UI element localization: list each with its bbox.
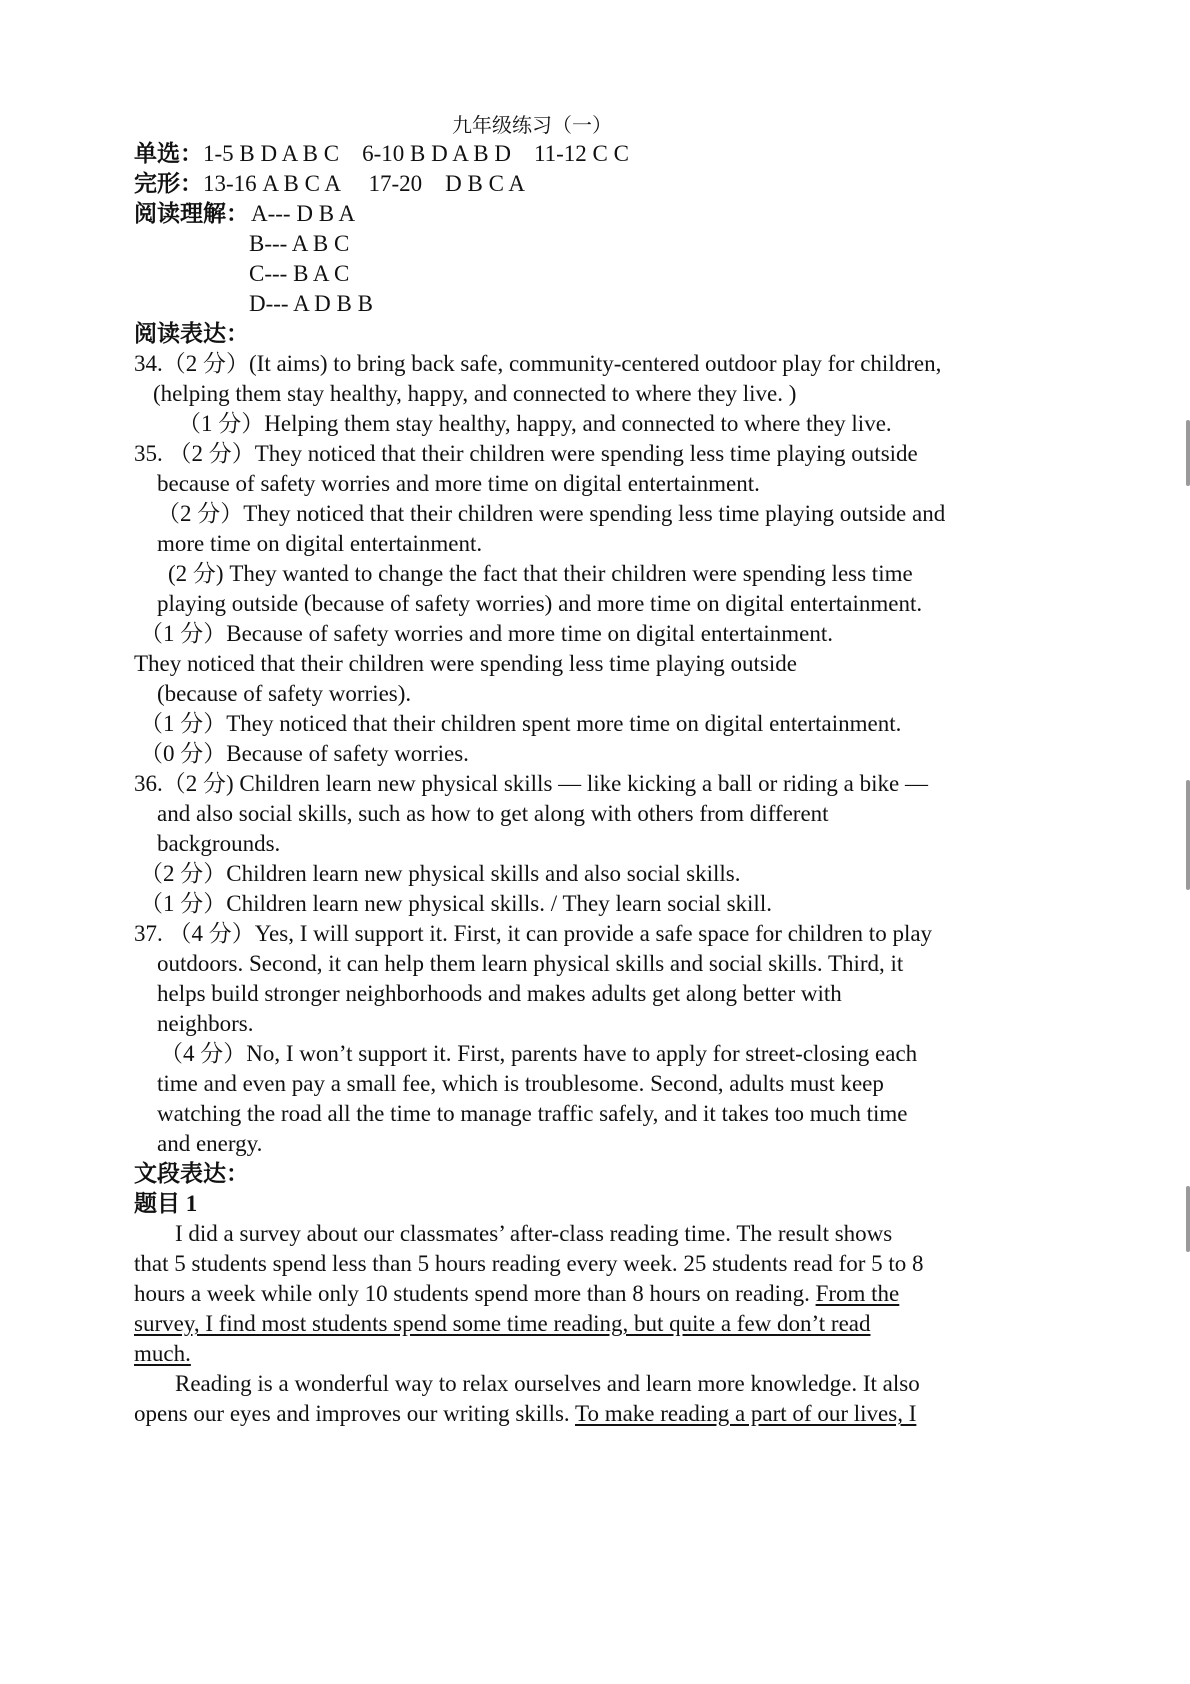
reading-answers-b: B--- A B C bbox=[249, 231, 350, 256]
page-title: 九年级练习（一） bbox=[452, 115, 612, 137]
reading-label: 阅读理解： bbox=[134, 201, 249, 226]
scroll-edge-mark bbox=[1186, 780, 1190, 890]
answer-line: 37. （4 分）Yes, I will support it. First, it can provide a safe space for children to play bbox=[134, 921, 933, 946]
answer-line: （2 分）They noticed that their children were spending less time playing outside and bbox=[157, 501, 946, 526]
essay-line bbox=[134, 1308, 870, 1340]
answer-line: （4 分）No, I won’t support it. First, parents have to apply for street-closing each bbox=[160, 1041, 918, 1066]
answer-line: 35. （2 分）They noticed that their children were spending less time playing outside bbox=[134, 441, 918, 466]
answer-line: (because of safety worries). bbox=[157, 681, 412, 706]
essay-text: opens our eyes and improves our writing skills. bbox=[134, 1401, 575, 1426]
answer-line: （1 分）Helping them stay healthy, happy, and connected to where they live. bbox=[178, 411, 892, 436]
reading-answers-d: D--- A D B B bbox=[249, 291, 373, 316]
answer-line: (helping them stay healthy, happy, and connected to where they live. ) bbox=[153, 381, 797, 406]
answer-line: 36.（2 分) Children learn new physical skills — like kicking a ball or riding a bike — bbox=[134, 771, 928, 796]
answer-line: (2 分) They wanted to change the fact that their children were spending less time bbox=[168, 561, 913, 586]
answer-line: （1 分）They noticed that their children spent more time on digital entertainment. bbox=[140, 711, 902, 736]
essay-underlined-text: much. bbox=[134, 1341, 191, 1366]
essay-underlined-text: From the bbox=[815, 1281, 900, 1306]
answer-line: helps build stronger neighborhoods and makes adults get along better with bbox=[157, 981, 842, 1006]
answer-line: watching the road all the time to manage traffic safely, and it takes too much time bbox=[157, 1101, 908, 1126]
answer-line: because of safety worries and more time on digital entertainment. bbox=[157, 471, 760, 496]
reading-answers-c: C--- B A C bbox=[249, 261, 350, 286]
cloze-row bbox=[134, 168, 525, 200]
essay-text: Reading is a wonderful way to relax ourselves and learn more knowledge. It also bbox=[175, 1371, 920, 1396]
single-choice-answers: 1-5 B D A B C 6-10 B D A B D 11-12 C C bbox=[203, 141, 629, 166]
topic-heading: 题目 1 bbox=[134, 1191, 198, 1216]
essay-line bbox=[175, 1368, 920, 1400]
essay-line: I did a survey about our classmates’ after-class reading time. The result shows bbox=[175, 1221, 893, 1246]
cloze-label: 完形： bbox=[134, 171, 203, 196]
essay-line: that 5 students spend less than 5 hours reading every week. 25 students read for 5 to 8 bbox=[134, 1251, 924, 1276]
single-choice-label: 单选： bbox=[134, 141, 203, 166]
answer-line: and energy. bbox=[157, 1131, 263, 1156]
essay-underlined-text: survey, I find most students spend some time reading, but quite a few don’t read bbox=[134, 1311, 871, 1336]
answer-line: and also social skills, such as how to get along with others from different bbox=[157, 801, 829, 826]
answer-line: backgrounds. bbox=[157, 831, 281, 856]
reading-expression-heading: 阅读表达： bbox=[134, 321, 249, 346]
scroll-edge-mark bbox=[1186, 420, 1190, 486]
writing-heading: 文段表达： bbox=[134, 1161, 249, 1186]
answer-line: （2 分）Children learn new physical skills and also social skills. bbox=[140, 861, 741, 886]
essay-line bbox=[134, 1338, 191, 1370]
answer-line: more time on digital entertainment. bbox=[157, 531, 483, 556]
essay-line bbox=[134, 1278, 899, 1310]
answer-line: neighbors. bbox=[157, 1011, 254, 1036]
reading-row-a bbox=[134, 198, 355, 230]
essay-line bbox=[134, 1398, 916, 1430]
answer-line: playing outside (because of safety worries) and more time on digital entertainment. bbox=[157, 591, 923, 616]
answer-line: outdoors. Second, it can help them learn physical skills and social skills. Third, it bbox=[157, 951, 904, 976]
cloze-answers: 13-16 A B C A 17-20 D B C A bbox=[203, 171, 526, 196]
answer-line: （1 分）Children learn new physical skills. / They learn social skill. bbox=[140, 891, 772, 916]
scroll-edge-mark bbox=[1186, 1186, 1190, 1252]
single-choice-row bbox=[134, 138, 629, 170]
answer-line: （1 分）Because of safety worries and more time on digital entertainment. bbox=[140, 621, 833, 646]
reading-answers-a: A--- D B A bbox=[251, 201, 356, 226]
answer-line: （0 分）Because of safety worries. bbox=[140, 741, 469, 766]
answer-line: time and even pay a small fee, which is troublesome. Second, adults must keep bbox=[157, 1071, 884, 1096]
answer-line: They noticed that their children were spending less time playing outside bbox=[134, 651, 797, 676]
essay-underlined-text: To make reading a part of our lives, I bbox=[575, 1401, 917, 1426]
answer-line: 34.（2 分）(It aims) to bring back safe, community-centered outdoor play for children, bbox=[134, 351, 942, 376]
essay-text: hours a week while only 10 students spend more than 8 hours on reading. bbox=[134, 1281, 816, 1306]
